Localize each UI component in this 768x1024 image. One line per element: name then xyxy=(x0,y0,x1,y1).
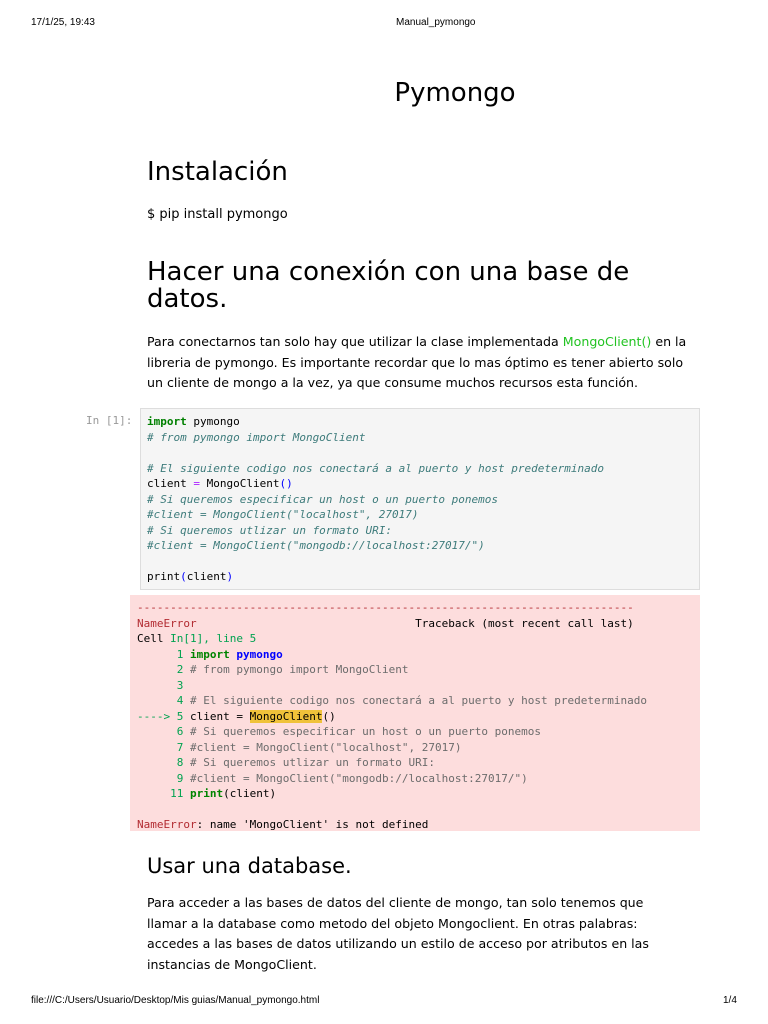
print-doc-title: Manual_pymongo xyxy=(396,17,476,28)
connection-paragraph: Para conectarnos tan solo hay que utilizar la clase implementada MongoClient() en la libreria de pymongo. Es importante recordar que lo mas óptimo es tener abierto solo un cliente de mongo a la vez, ya que consume muchos recursos esta función. xyxy=(147,334,687,390)
error-output xyxy=(130,595,700,831)
code-cell[interactable] xyxy=(140,408,700,590)
traceback-text: --------------------------------------------------------------------------- NameError Traceback (most recent call last) Cell In[1], line 5 1 import pymongo 2 # from pymongo import MongoClient 3 4 # El siguiente codigo nos conectará a al puerto y host predeterminado ----> 5 client = MongoClient() 6 # Si queremos especificar un host o un puerto ponemos 7 #client = MongoClient("localhost", 27017) 8 # Si queremos utlizar un formato URI: 9 #client = MongoClient("mongodb://localhost:27017/") 11 print(client) NameError: name 'MongoClient' is not defined xyxy=(137,601,647,831)
section-heading-connection: Hacer una conexión con una base de datos. xyxy=(147,257,630,314)
print-file-path: file:///C:/Users/Usuario/Desktop/Mis guias/Manual_pymongo.html xyxy=(31,995,320,1006)
cell-prompt: In [1]: xyxy=(86,414,133,427)
code-source: import pymongo # from pymongo import MongoClient # El siguiente codigo nos conectará a al puerto y host predeterminado client = MongoClient() # Si queremos especificar un host o un puerto ponemos #client = MongoClient("localhost", 27017) # Si queremos utlizar un formato URI: #client = MongoClient("mongodb://localhost:27017/") print(client) xyxy=(147,415,604,583)
print-datetime: 17/1/25, 19:43 xyxy=(31,17,95,28)
database-paragraph: Para acceder a las bases de datos del cliente de mongo, tan solo tenemos que llamar a la database como metodo del objeto Mongoclient. En otras palabras: accedes a las bases de datos utilizando un estilo de acceso por atributos en las instancias de MongoClient. xyxy=(147,895,649,972)
page-title: Pymongo xyxy=(394,78,516,108)
section-heading-database: Usar una database. xyxy=(147,854,352,878)
print-page-number: 1/4 xyxy=(723,995,737,1006)
mongoclient-link[interactable]: MongoClient() xyxy=(562,334,652,349)
install-command: $ pip install pymongo xyxy=(147,207,288,222)
section-heading-installation: Instalación xyxy=(147,157,288,187)
